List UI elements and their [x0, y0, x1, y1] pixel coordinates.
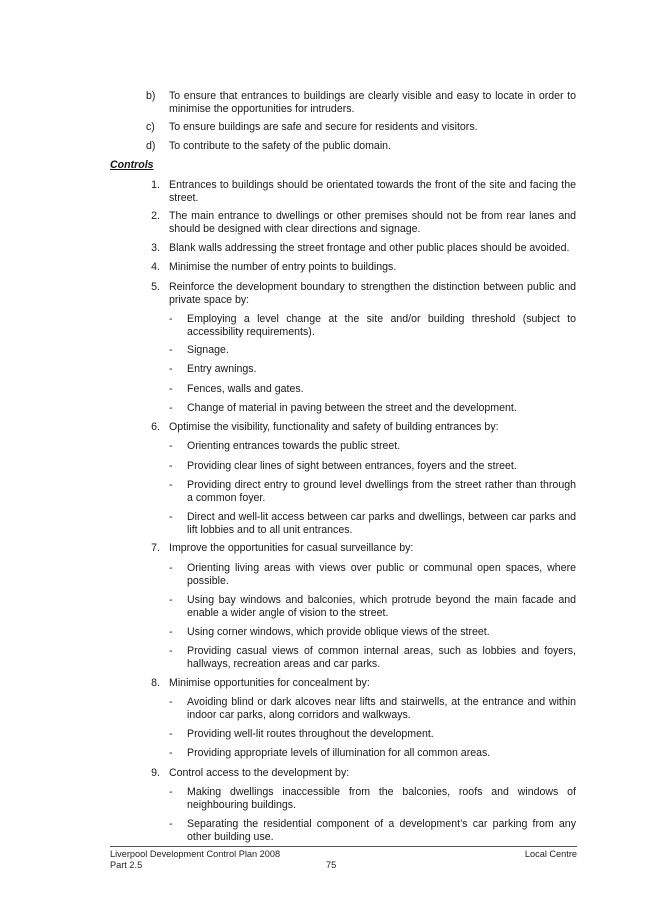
- sub-item: [169, 562, 576, 587]
- control-item: [146, 542, 576, 555]
- dash-bullet: -: [169, 440, 173, 452]
- sub-item: [169, 594, 576, 619]
- objective-text: To ensure that entrances to buildings are clearly visible and easy to locate in order to minimise the opportunities for intruders.: [169, 90, 576, 115]
- sub-item-text: Providing direct entry to ground level dwellings from the street rather than through a common foyer.: [187, 479, 576, 504]
- sub-item-text: Making dwellings inaccessible from the balconies, roofs and windows of neighbouring buildings.: [187, 786, 576, 811]
- control-item: [146, 179, 576, 204]
- dash-bullet: -: [169, 696, 173, 708]
- dash-bullet: -: [169, 747, 173, 759]
- control-item: [146, 421, 576, 434]
- dash-bullet: -: [169, 402, 173, 414]
- dash-bullet: -: [169, 313, 173, 325]
- objective-d: [146, 140, 576, 153]
- dash-bullet: -: [169, 363, 173, 375]
- control-item: [146, 242, 576, 255]
- control-number: 5.: [151, 281, 160, 293]
- dash-bullet: -: [169, 645, 173, 657]
- sub-item-text: Providing appropriate levels of illumination for all common areas.: [187, 747, 491, 759]
- objective-text: To ensure buildings are safe and secure for residents and visitors.: [169, 121, 478, 133]
- sub-item-text: Fences, walls and gates.: [187, 383, 304, 395]
- sub-item-text: Using corner windows, which provide oblique views of the street.: [187, 626, 490, 638]
- footer-doc-title: Liverpool Development Control Plan 2008: [110, 849, 281, 859]
- dash-bullet: -: [169, 562, 173, 574]
- control-item: [146, 767, 576, 780]
- sub-item: [169, 728, 576, 741]
- dash-bullet: -: [169, 479, 173, 491]
- objective-marker: d): [146, 140, 156, 152]
- control-text: Minimise the number of entry points to buildings.: [169, 261, 397, 273]
- sub-item-text: Entry awnings.: [187, 363, 257, 375]
- objective-marker: b): [146, 90, 156, 102]
- dash-bullet: -: [169, 786, 173, 798]
- control-text: Entrances to buildings should be orientated towards the front of the site and facing the street.: [169, 179, 576, 204]
- footer-section: Local Centre: [524, 849, 577, 859]
- control-text: Optimise the visibility, functionality and safety of building entrances by:: [169, 421, 499, 433]
- footer-divider: [110, 846, 577, 847]
- dash-bullet: -: [169, 728, 173, 740]
- sub-item-text: Employing a level change at the site and/or building threshold (subject to accessibility requirements).: [187, 313, 576, 338]
- sub-item-text: Providing clear lines of sight between entrances, foyers and the street.: [187, 460, 517, 472]
- objective-b: [146, 90, 576, 115]
- sub-item: [169, 313, 576, 338]
- sub-item: [169, 460, 576, 473]
- sub-item-text: Using bay windows and balconies, which protrude beyond the main facade and enable a wider angle of vision to the street.: [187, 594, 576, 619]
- sub-item: [169, 511, 576, 536]
- sub-item-text: Avoiding blind or dark alcoves near lifts and stairwells, at the entrance and within indoor car parks, along corridors and walkways.: [187, 696, 576, 721]
- control-item: [146, 677, 576, 690]
- sub-item: [169, 383, 576, 396]
- dash-bullet: -: [169, 383, 173, 395]
- control-text: Reinforce the development boundary to strengthen the distinction between public and private space by:: [169, 281, 576, 306]
- dash-bullet: -: [169, 344, 173, 356]
- control-item: [146, 210, 576, 235]
- control-number: 7.: [151, 542, 160, 554]
- sub-item: [169, 440, 576, 453]
- control-number: 2.: [151, 210, 160, 222]
- dash-bullet: -: [169, 594, 173, 606]
- sub-item: [169, 818, 576, 843]
- control-item: [146, 261, 576, 274]
- control-number: 3.: [151, 242, 160, 254]
- dash-bullet: -: [169, 511, 173, 523]
- footer-part: Part 2.5: [110, 860, 143, 870]
- control-item: [146, 281, 576, 306]
- control-text: Control access to the development by:: [169, 767, 350, 779]
- sub-item-text: Orienting entrances towards the public street.: [187, 440, 401, 452]
- sub-item-text: Change of material in paving between the street and the development.: [187, 402, 517, 414]
- sub-item-text: Orienting living areas with views over public or communal open spaces, where possible.: [187, 562, 576, 587]
- objective-c: [146, 121, 576, 134]
- control-text: Improve the opportunities for casual surveillance by:: [169, 542, 414, 554]
- sub-item: [169, 626, 576, 639]
- sub-item: [169, 696, 576, 721]
- dash-bullet: -: [169, 460, 173, 472]
- sub-item: [169, 363, 576, 376]
- sub-item: [169, 786, 576, 811]
- sub-item: [169, 344, 576, 357]
- sub-item: [169, 402, 576, 415]
- objective-text: To contribute to the safety of the public domain.: [169, 140, 392, 152]
- control-number: 1.: [151, 179, 160, 191]
- sub-item-text: Providing casual views of common internal areas, such as lobbies and foyers, hallways, recreation areas and car parks.: [187, 645, 576, 670]
- controls-heading: Controls: [110, 159, 154, 171]
- control-number: 8.: [151, 677, 160, 689]
- control-number: 9.: [151, 767, 160, 779]
- dash-bullet: -: [169, 818, 173, 830]
- control-number: 6.: [151, 421, 160, 433]
- page-number: 75: [326, 860, 337, 870]
- sub-item-text: Separating the residential component of a development’s car parking from any other building use.: [187, 818, 576, 843]
- objective-marker: c): [146, 121, 155, 133]
- sub-item: [169, 479, 576, 504]
- dash-bullet: -: [169, 626, 173, 638]
- sub-item-text: Signage.: [187, 344, 229, 356]
- sub-item: [169, 747, 576, 760]
- control-text: The main entrance to dwellings or other premises should not be from rear lanes and should be designed with clear directions and signage.: [169, 210, 576, 235]
- sub-item: [169, 645, 576, 670]
- control-text: Blank walls addressing the street frontage and other public places should be avoided.: [169, 242, 570, 254]
- sub-item-text: Providing well-lit routes throughout the development.: [187, 728, 434, 740]
- sub-item-text: Direct and well-lit access between car parks and dwellings, between car parks and lift lobbies and to all unit entrances.: [187, 511, 576, 536]
- control-text: Minimise opportunities for concealment by:: [169, 677, 370, 689]
- control-number: 4.: [151, 261, 160, 273]
